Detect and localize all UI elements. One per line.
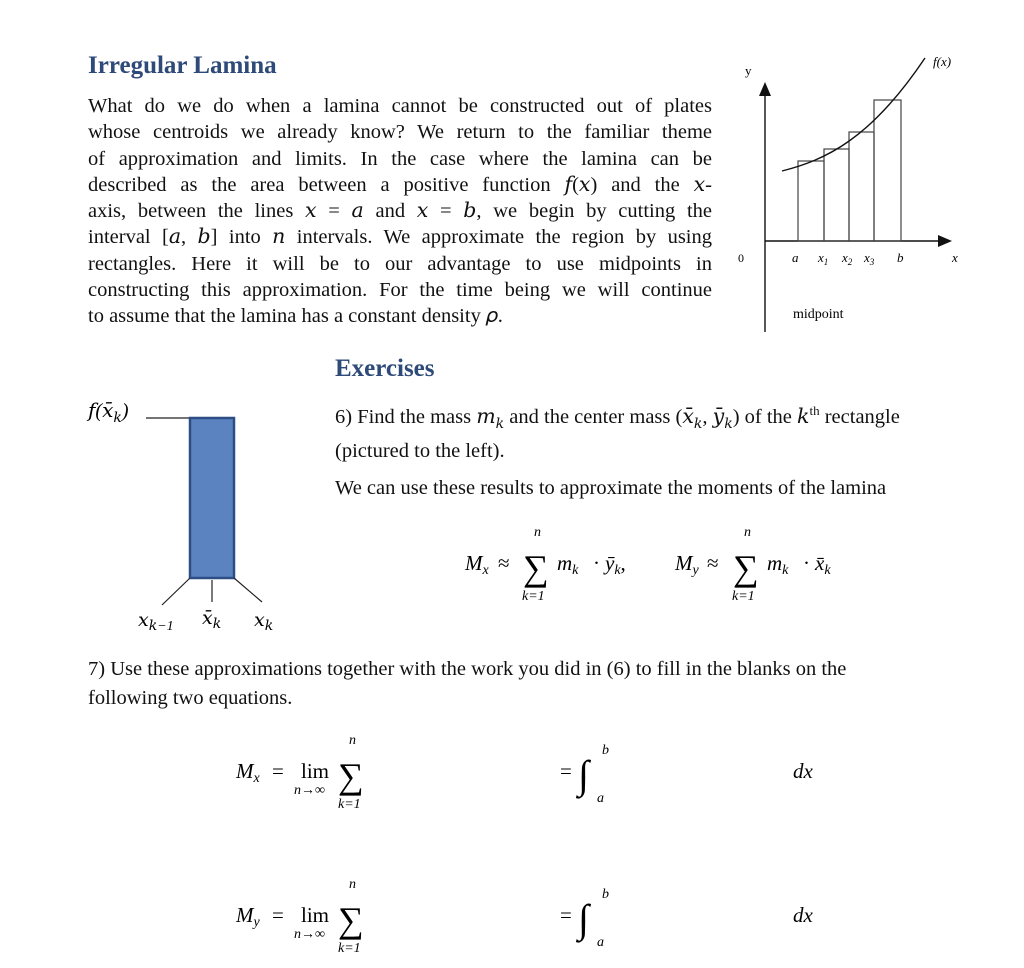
- svg-text:n→∞: n→∞: [294, 783, 325, 798]
- moment-approximations: [455, 522, 855, 606]
- exercises-title: Exercises: [335, 355, 435, 382]
- svg-text:b: b: [602, 887, 609, 902]
- svg-text:a: a: [597, 791, 604, 806]
- svg-text:mk: mk: [557, 551, 579, 578]
- paragraph-line: whose centroids we already know? We return to the familiar theme: [88, 121, 712, 144]
- svg-text:n: n: [534, 525, 541, 540]
- x-mid-label: $𝑥̄_𝑘$: [202, 608, 222, 632]
- riemann-rect: [849, 132, 874, 241]
- kth-rectangle: [190, 418, 234, 578]
- svg-text:My: My: [236, 903, 260, 930]
- svg-text:=: =: [272, 903, 284, 927]
- x-axis-label: x: [952, 250, 958, 265]
- svg-text:ȳk,: ȳk,: [605, 551, 626, 578]
- svg-text:k=1: k=1: [522, 589, 545, 604]
- riemann-rect: [874, 100, 901, 241]
- svg-text:n: n: [349, 877, 356, 892]
- svg-text:n: n: [349, 733, 356, 748]
- svg-text:k=1: k=1: [732, 589, 755, 604]
- paragraph-line: to assume that the lamina has a constant density 𝜌.: [88, 305, 503, 328]
- svg-text:≈: ≈: [498, 551, 510, 575]
- paragraph-line: of approximation and limits. In the case where the lamina can be: [88, 147, 712, 170]
- paragraph-line: What do we do when a lamina cannot be constructed out of plates: [88, 95, 712, 117]
- function-curve: [782, 58, 925, 171]
- y-axis-label: y: [745, 63, 752, 78]
- x-right-label: 𝑥$_𝑘$: [254, 610, 274, 634]
- q7-line2: following two equations.: [88, 687, 293, 709]
- svg-text:b: b: [602, 743, 609, 758]
- q6-k: 𝑘$^{th}$: [797, 403, 820, 428]
- sigma-symbol: ∑: [338, 756, 364, 796]
- svg-text:≈: ≈: [707, 551, 719, 575]
- intro-paragraph: [88, 93, 712, 330]
- tick-label-x1: $x_1$: [818, 250, 829, 267]
- svg-text:k=1: k=1: [338, 797, 361, 812]
- midpoint-graph: [730, 40, 970, 340]
- moments-intro: We can use these results to approximate the moments of the lamina: [335, 477, 887, 499]
- svg-text:=: =: [560, 903, 572, 927]
- svg-text:mk: mk: [767, 551, 789, 578]
- rectangle-figure: [80, 390, 310, 640]
- svg-text:·: ·: [803, 551, 810, 575]
- origin-label: 0: [738, 251, 744, 265]
- section-title: Irregular Lamina: [88, 52, 277, 79]
- riemann-rect: [798, 161, 824, 241]
- right-pointer: [234, 578, 262, 602]
- x-left-label: 𝑥$_{𝑘-1}$: [138, 610, 174, 634]
- graph-caption: midpoint: [793, 307, 844, 322]
- svg-text:lim: lim: [301, 903, 330, 927]
- svg-text:dx: dx: [793, 903, 813, 927]
- mx-approx-formula: [464, 525, 626, 604]
- q6-line2: (pictured to the left).: [335, 439, 505, 462]
- svg-text:=: =: [272, 759, 284, 783]
- q6-mass: 𝑚$_𝑘$: [476, 405, 505, 432]
- q6-text: and the center mass: [504, 405, 676, 428]
- svg-text:n: n: [744, 525, 751, 540]
- paragraph-line: constructing this approximation. For the time being we will continue: [88, 279, 712, 302]
- q6-text: of the: [739, 405, 798, 428]
- q6-text: rectangle: [819, 405, 900, 428]
- mx-limit-equation: [230, 728, 850, 818]
- svg-text:x̄k: x̄k: [815, 551, 831, 578]
- integral-symbol: ∫: [578, 752, 589, 797]
- q6-center-mass: ($𝑥̄_𝑘$, $𝑦̄_𝑘$): [675, 405, 740, 432]
- svg-text:lim: lim: [301, 759, 330, 783]
- left-pointer: [162, 578, 190, 605]
- y-axis-arrow: [759, 82, 771, 96]
- x-axis-arrow: [938, 235, 952, 247]
- tick-label-x3: $x_3$: [864, 250, 875, 267]
- question-6: [335, 397, 975, 465]
- svg-text:k=1: k=1: [338, 941, 361, 956]
- paragraph-line: rectangles. Here it will be to our advantage to use midpoints in: [88, 252, 712, 275]
- q7-line1: 7) Use these approximations together with the work you did in (6) to fill in the blanks on the: [88, 658, 847, 680]
- q6-text: 6) Find the mass: [335, 405, 477, 428]
- my-limit-equation: [230, 872, 850, 962]
- svg-text:Mx: Mx: [465, 551, 489, 578]
- integral-symbol: ∫: [578, 896, 589, 941]
- sigma-symbol: ∑: [338, 900, 364, 940]
- svg-text:dx: dx: [793, 759, 813, 783]
- paragraph-line: described as the area between a positive function 𝑓(𝑥) and the 𝑥-: [88, 173, 712, 196]
- svg-text:=: =: [560, 759, 572, 783]
- svg-text:Mx: Mx: [236, 759, 260, 786]
- tick-label-b: b: [897, 250, 904, 265]
- tick-label-x2: $x_2$: [842, 250, 853, 267]
- svg-text:a: a: [597, 935, 604, 950]
- f-xbar-label: $𝑓(𝑥̄_𝑘)$: [88, 400, 129, 426]
- riemann-rect: [824, 149, 849, 241]
- function-label: f(x): [933, 54, 952, 69]
- paragraph-line: axis, between the lines 𝑥 = 𝑎 and 𝑥 = 𝑏, we begin by cutting the: [88, 200, 712, 223]
- question-7: [88, 655, 846, 713]
- paragraph-line: interval [𝑎, 𝑏] into 𝑛 intervals. We approximate the region by using: [88, 226, 712, 249]
- my-approx-formula: [674, 525, 831, 604]
- svg-text:My: My: [675, 551, 699, 578]
- tick-label-a: a: [792, 250, 799, 265]
- sigma-symbol: ∑: [733, 548, 759, 588]
- sigma-symbol: ∑: [523, 548, 549, 588]
- svg-text:·: ·: [593, 551, 600, 575]
- svg-text:n→∞: n→∞: [294, 927, 325, 942]
